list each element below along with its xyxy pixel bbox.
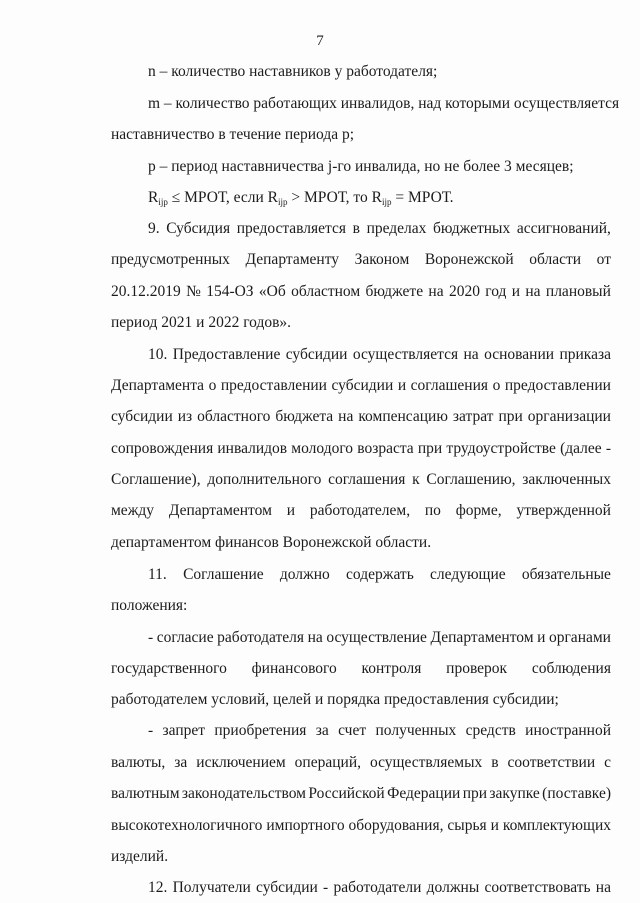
p9-line (111, 250, 611, 270)
word: основании (484, 346, 555, 363)
word: с (604, 754, 611, 771)
word: государственного (111, 660, 227, 677)
word: Департамента (111, 377, 205, 394)
formula-text: > МРОТ, то R (287, 189, 382, 206)
word: пределах (366, 220, 427, 237)
definition-n: n – количество наставников у работодателя; (148, 63, 438, 80)
word: согласие (156, 629, 214, 646)
word: финансового (251, 660, 337, 677)
formula-text: ≤ МРОТ, если R (167, 189, 278, 206)
p9-line (148, 219, 611, 239)
word: предоставлении (504, 377, 611, 394)
word: предоставляется (236, 220, 347, 237)
word: соответствовать (484, 879, 591, 896)
word: год (485, 283, 507, 300)
p12-line (148, 878, 611, 898)
word: о (208, 377, 217, 394)
word: - (323, 879, 329, 896)
word: на (307, 629, 323, 646)
definition-p: p – период наставничества j-го инвалида, но не более 3 месяцев; (148, 158, 574, 175)
word: осуществляемых (369, 754, 483, 771)
p11-bullet2-line (148, 721, 611, 741)
word: Получатели (172, 879, 251, 896)
word: осуществление (326, 629, 427, 646)
word: Департаментом (168, 502, 272, 519)
word: предусмотренных (111, 251, 230, 268)
word: на (338, 408, 354, 425)
word: должно (279, 566, 330, 583)
word: из (177, 408, 193, 425)
word: оборудования, (348, 817, 444, 834)
word: обязательные (521, 566, 611, 583)
word: форме, (455, 502, 502, 519)
p11-line (148, 565, 611, 585)
word: - (605, 440, 611, 457)
word: проверок (446, 660, 508, 677)
word: Предоставление (172, 346, 281, 363)
word: соответствии (507, 754, 596, 771)
word: ассигнований, (516, 220, 611, 237)
word: при (462, 785, 488, 802)
word: областном (291, 283, 361, 300)
word: бюджете (365, 283, 424, 300)
word: комплектующих (502, 817, 611, 834)
word: Департаменту (245, 251, 340, 268)
word: валюты, (111, 754, 166, 771)
p10-line (111, 501, 611, 521)
word: затрат (452, 408, 494, 425)
word: на (463, 346, 479, 363)
word: бюджетных (433, 220, 511, 237)
word: дополнительного (207, 471, 322, 488)
word: компенсацию (358, 408, 448, 425)
word: закупке (489, 785, 540, 802)
word: Федерации (387, 785, 461, 802)
word: и (490, 817, 499, 834)
word: за (315, 722, 329, 739)
word: между (111, 502, 155, 519)
p9-line: период 2021 и 2022 годов». (111, 314, 292, 331)
word: соблюдения (531, 660, 611, 677)
word: субсидии (331, 377, 394, 394)
word: № (186, 283, 201, 300)
word: работодателя (217, 629, 304, 646)
word: плановый (545, 283, 611, 300)
word: в (491, 754, 499, 771)
p10-line (148, 345, 611, 365)
word: и (537, 629, 546, 646)
formula-text: = МРОТ. (391, 189, 454, 206)
word: 154-ОЗ (206, 283, 254, 300)
formula-sub: ijp (277, 197, 288, 207)
p11-line: положения: (111, 597, 188, 614)
word: содержать (346, 566, 414, 583)
word: 11. (148, 566, 167, 583)
word: Соглашение (183, 566, 264, 583)
word: на (595, 879, 611, 896)
word: исключением (196, 754, 286, 771)
p11-bullet1-line: работодателем условий, целей и порядка предоставления субсидии; (111, 691, 559, 708)
word: приобретения (214, 722, 307, 739)
word: валютным (111, 785, 180, 802)
word: 20.12.2019 (111, 283, 181, 300)
word: к (412, 471, 420, 488)
word: сырья (447, 817, 487, 834)
word: Законом (354, 251, 410, 268)
p10-line (111, 470, 611, 490)
formula-r: R (148, 189, 159, 206)
word: - (148, 722, 154, 739)
word: о (492, 377, 501, 394)
word: соглашения (328, 471, 406, 488)
word: субсидии (285, 346, 348, 363)
word: счет (338, 722, 367, 739)
word: трудоустройстве (446, 440, 556, 457)
word: Соглашению, (426, 471, 516, 488)
word: заключенных (522, 471, 611, 488)
p10-line (111, 439, 611, 459)
word: от (596, 251, 611, 268)
word: 12. (148, 879, 168, 896)
word: при (498, 408, 523, 425)
word: возраста (357, 440, 414, 457)
word: Соглашение), (111, 471, 201, 488)
p9-line (111, 282, 611, 302)
word: иностранной (525, 722, 611, 739)
formula-line (148, 188, 454, 208)
word: работодатели (333, 879, 422, 896)
word: области (529, 251, 582, 268)
word: и (511, 283, 521, 300)
word: Субсидия (166, 220, 231, 237)
p11-bullet2-line (111, 816, 611, 836)
word: контроля (361, 660, 422, 677)
p10-line (111, 376, 611, 396)
word: (поставке) (542, 785, 611, 802)
p10-line: департаментом финансов Воронежской области. (111, 534, 432, 551)
word: предоставлении (220, 377, 327, 394)
word: за (174, 754, 188, 771)
word: осуществляется (352, 346, 459, 363)
p11-bullet1-line (111, 659, 611, 679)
p10-line (111, 407, 611, 427)
word: при (417, 440, 443, 457)
word: должны (426, 879, 480, 896)
word: следующие (430, 566, 506, 583)
p11-bullet2-line (111, 784, 611, 804)
word: соглашения (410, 377, 489, 394)
word: законодательством (181, 785, 306, 802)
definition-m-line2: наставничество в течение периода p; (111, 126, 355, 143)
word: на (525, 283, 541, 300)
word: в (352, 220, 360, 237)
word: Воронежской (424, 251, 514, 268)
word: 10. (148, 346, 168, 363)
word: субсидии (256, 879, 318, 896)
word: на (428, 283, 444, 300)
word: работодателем, (309, 502, 411, 519)
word: Российской (308, 785, 385, 802)
formula-sub: ijp (158, 197, 168, 207)
word: «Об (258, 283, 286, 300)
word: операций, (294, 754, 361, 771)
word: органами (548, 629, 611, 646)
p11-bullet1-line (148, 628, 611, 648)
page-number: 7 (316, 33, 324, 49)
word: организации (527, 408, 611, 425)
word: (далее (560, 440, 602, 457)
word: бюджета (275, 408, 334, 425)
word: и (397, 377, 407, 394)
word: и (286, 502, 295, 519)
word: высокотехнологичного (111, 817, 263, 834)
word: Департаментом (430, 629, 534, 646)
word: полученных (375, 722, 457, 739)
word: 9. (148, 220, 160, 237)
p11-bullet2-line (111, 753, 611, 773)
word: молодого (291, 440, 354, 457)
word: средств (465, 722, 516, 739)
formula-sub: ijp (381, 197, 392, 207)
word: 2020 (448, 283, 480, 300)
word: приказа (559, 346, 611, 363)
word: по (424, 502, 441, 519)
word: субсидии (111, 408, 173, 425)
p11-bullet2-line: изделий. (111, 848, 169, 865)
word: запрет (162, 722, 206, 739)
word: инвалидов (217, 440, 288, 457)
word: сопровождения (111, 440, 214, 457)
word: импортного (266, 817, 345, 834)
word: областного (197, 408, 271, 425)
word: утвержденной (516, 502, 611, 519)
word: - (148, 629, 154, 646)
definition-m-line1: m – количество работающих инвалидов, над которыми осуществляется (148, 95, 620, 112)
